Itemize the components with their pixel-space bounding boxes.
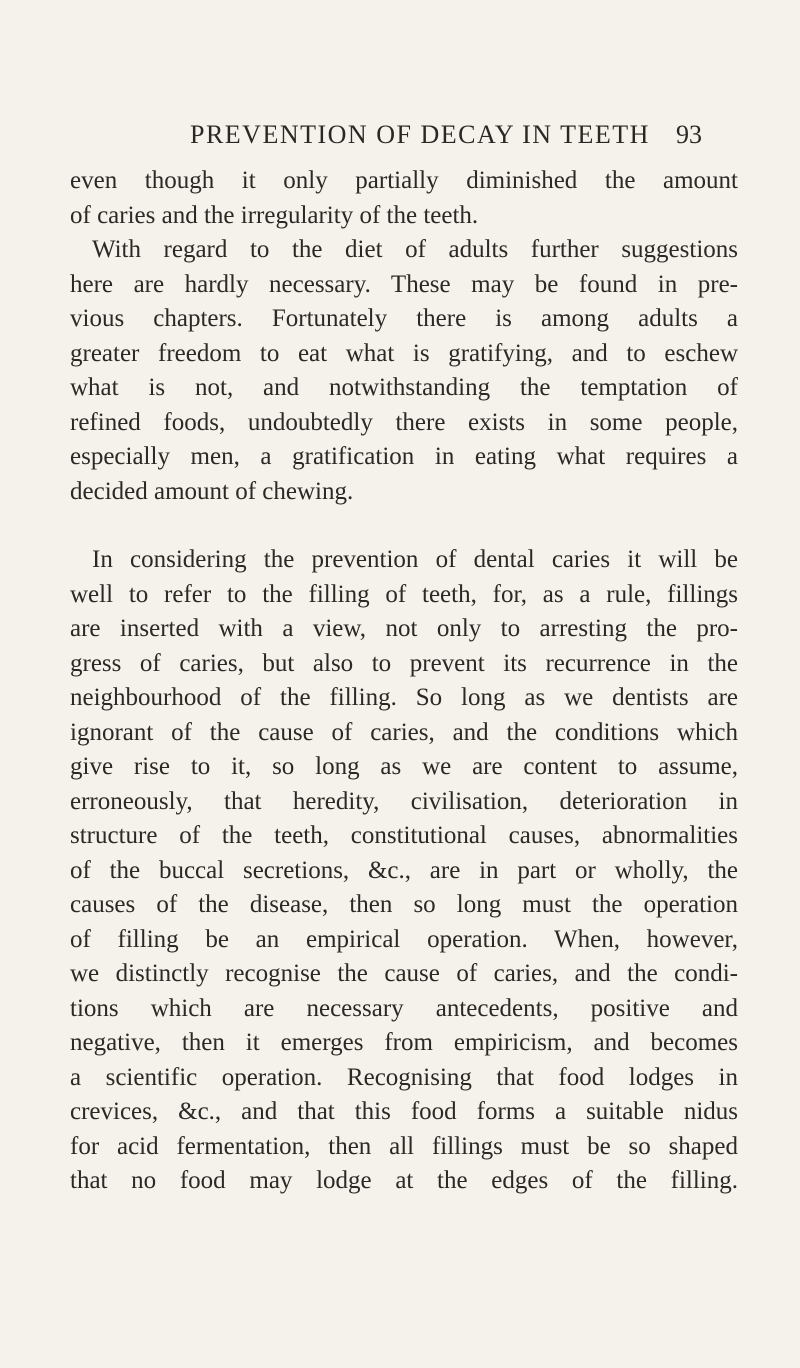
text-line: of filling be an empirical operation. When, however,	[70, 925, 738, 953]
text-line: well to refer to the filling of teeth, for, as a rule, fillings	[70, 580, 738, 608]
text-line: tions which are necessary antecedents, positive and	[70, 994, 738, 1022]
running-head: PREVENTION OF DECAY IN TEETH	[190, 120, 650, 149]
text-line: for acid fermentation, then all fillings must be so shaped	[70, 1132, 738, 1160]
text-line: refined foods, undoubtedly there exists in some people,	[70, 408, 738, 436]
text-line: are inserted with a view, not only to arresting the pro-	[70, 615, 738, 642]
paragraph	[70, 164, 738, 233]
text-line: greater freedom to eat what is gratifying, and to eschew	[70, 339, 738, 367]
paragraph-gap	[70, 509, 738, 543]
text-line: a scientific operation. Recognising that food lodges in	[70, 1063, 738, 1091]
text-line: crevices, &c., and that this food forms a suitable nidus	[70, 1098, 738, 1125]
text-line: neighbourhood of the filling. So long as we dentists are	[70, 684, 738, 711]
text-line: causes of the disease, then so long must the operation	[70, 891, 738, 918]
text-line: even though it only partially diminished the amount	[70, 167, 738, 194]
text-line: gress of caries, but also to prevent its recurrence in the	[70, 649, 738, 677]
text-line: of caries and the irregularity of the teeth.	[70, 201, 479, 229]
text-line: negative, then it emerges from empiricism, and becomes	[70, 1029, 738, 1056]
text-line: especially men, a gratification in eating what requires a	[70, 443, 738, 470]
text-line: In considering the prevention of dental caries it will be	[92, 546, 738, 573]
page-header	[0, 120, 800, 160]
text-line: vious chapters. Fortunately there is among adults a	[70, 305, 738, 332]
page-number: 93	[676, 120, 702, 149]
text-line: decided amount of chewing.	[70, 477, 354, 505]
text-line: of the buccal secretions, &c., are in part or wholly, the	[70, 856, 738, 884]
text-line: here are hardly necessary. These may be found in pre-	[70, 270, 738, 298]
text-line: With regard to the diet of adults further suggestions	[92, 236, 738, 263]
paragraph	[70, 233, 738, 509]
text-line: what is not, and notwithstanding the temptation of	[70, 374, 738, 401]
text-line: we distinctly recognise the cause of caries, and the condi-	[70, 960, 738, 987]
text-line: erroneously, that heredity, civilisation, deterioration in	[70, 787, 738, 815]
body-text	[70, 164, 738, 1199]
text-line: that no food may lodge at the edges of the filling.	[70, 1167, 738, 1194]
text-line: structure of the teeth, constitutional causes, abnormalities	[70, 822, 738, 849]
paragraph	[70, 543, 738, 1199]
text-line: give rise to it, so long as we are content to assume,	[70, 753, 738, 780]
text-line: ignorant of the cause of caries, and the conditions which	[70, 718, 738, 746]
